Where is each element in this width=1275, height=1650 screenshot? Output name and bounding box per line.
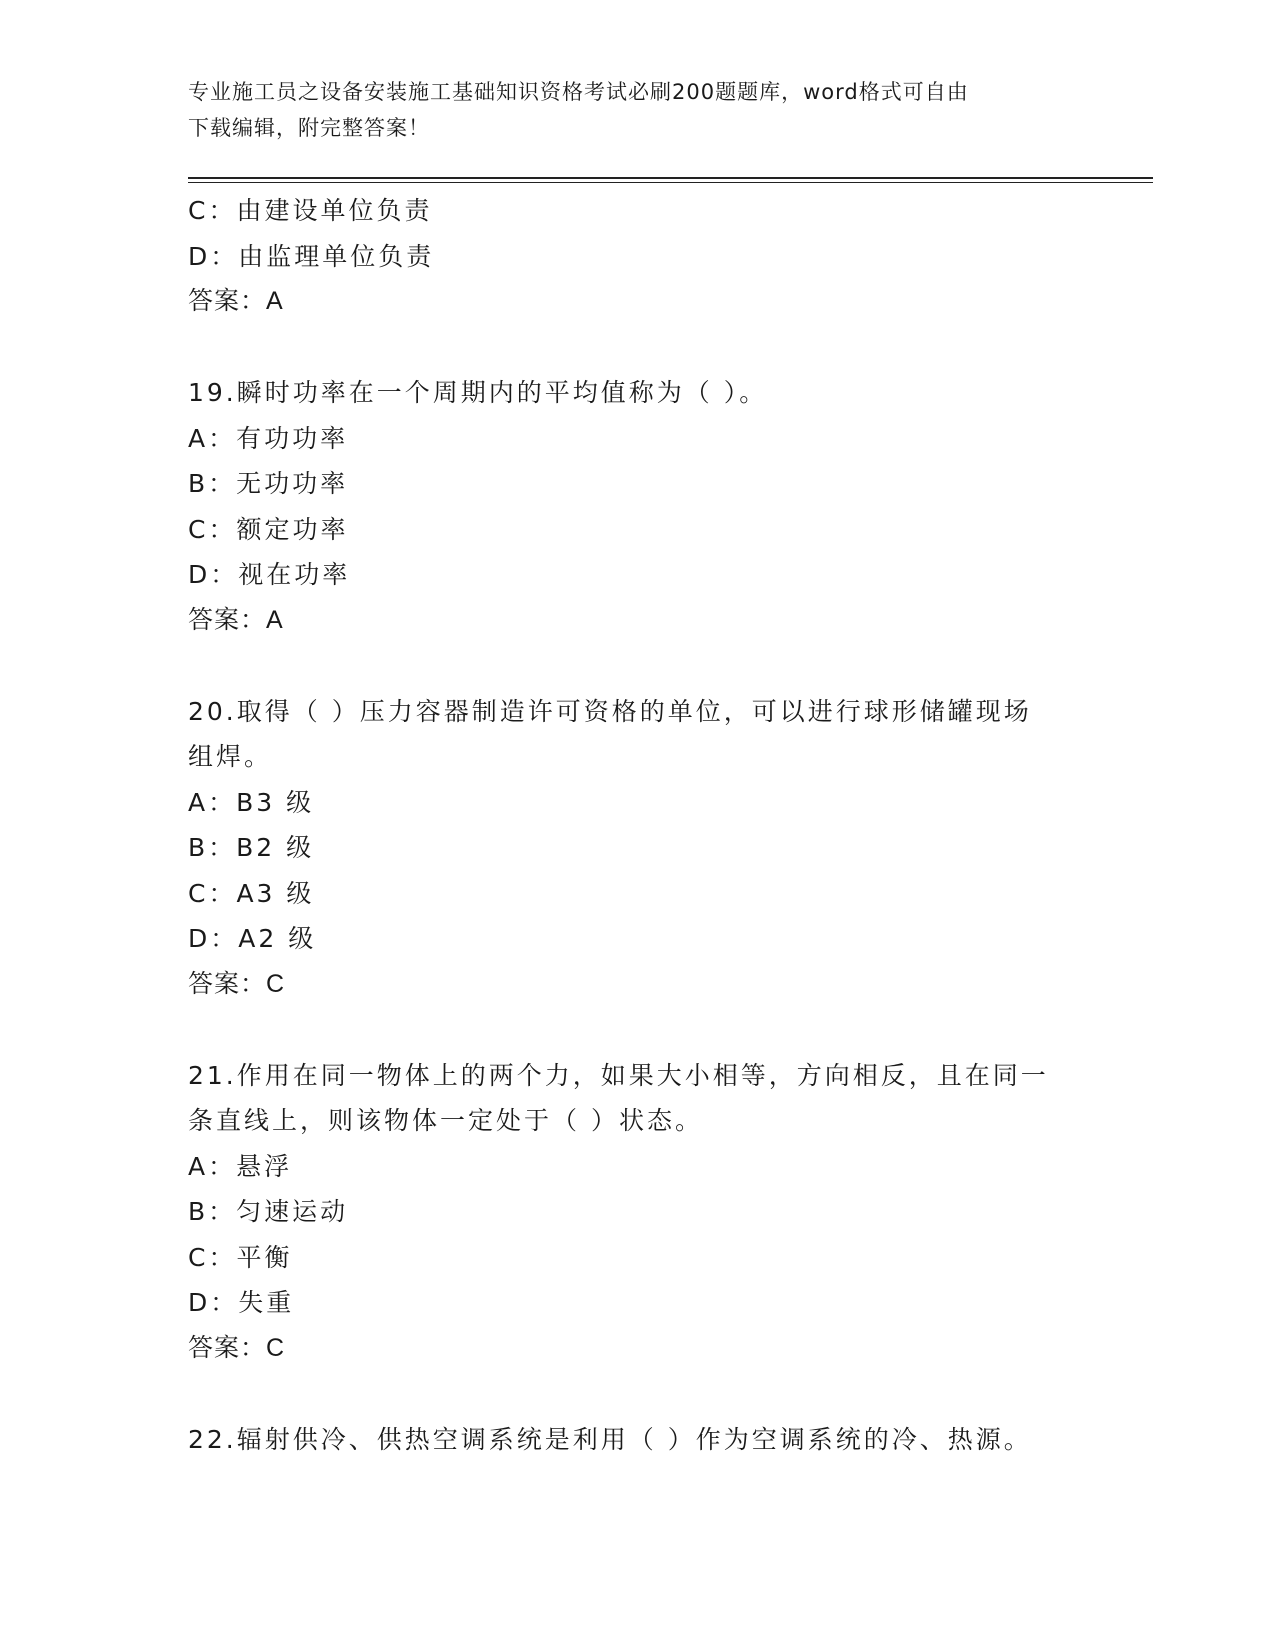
- answer: 答案：A: [188, 605, 284, 634]
- question-stem: 20.取得（ ）压力容器制造许可资格的单位，可以进行球形储罐现场: [188, 696, 1032, 726]
- option-d: D：失重: [188, 1288, 295, 1317]
- question-stem: 21.作用在同一物体上的两个力，如果大小相等，方向相反，且在同一: [188, 1060, 1049, 1090]
- option-c: C：A3 级: [188, 878, 315, 908]
- spacer: [188, 1007, 1088, 1053]
- prev-question: [188, 188, 1088, 325]
- question-content: [188, 188, 1088, 1462]
- option-d: D：视在功率: [188, 560, 351, 589]
- header-title-line-1: 专业施工员之设备安装施工基础知识资格考试必刷200题题库，word格式可自由: [188, 80, 969, 104]
- option-b: B：无功功率: [188, 469, 349, 498]
- answer: 答案：C: [188, 1333, 286, 1362]
- option-b: B：匀速运动: [188, 1197, 349, 1226]
- header-rule-thin: [188, 182, 1153, 183]
- option-d: D：由监理单位负责: [188, 241, 435, 271]
- spacer: [188, 325, 1088, 371]
- question-stem-continued: 组焊。: [188, 742, 273, 771]
- option-a: A：悬浮: [188, 1151, 293, 1181]
- question-22: [188, 1417, 1088, 1463]
- spacer: [188, 643, 1088, 689]
- question-20: [188, 689, 1088, 1008]
- header-rule-thick: [188, 177, 1153, 179]
- answer: 答案：A: [188, 287, 284, 315]
- option-d: D：A2 级: [188, 924, 317, 953]
- option-a: A：B3 级: [188, 787, 315, 817]
- option-c: C：平衡: [188, 1242, 293, 1272]
- option-b: B：B2 级: [188, 833, 315, 862]
- answer: 答案：C: [188, 969, 286, 998]
- spacer: [188, 1371, 1088, 1417]
- header-title-line-2: 下载编辑，附完整答案！: [188, 116, 430, 140]
- option-c: C：额定功率: [188, 514, 349, 544]
- option-a: A：有功功率: [188, 423, 349, 453]
- question-19: [188, 370, 1088, 643]
- question-stem: 19.瞬时功率在一个周期内的平均值称为（ ）。: [188, 378, 768, 407]
- question-stem: 22.辐射供冷、供热空调系统是利用（ ）作为空调系统的冷、热源。: [188, 1424, 1032, 1454]
- option-c: C：由建设单位负责: [188, 196, 433, 225]
- document-header: [188, 74, 1068, 146]
- question-21: [188, 1053, 1088, 1372]
- question-stem-continued: 条直线上，则该物体一定处于（ ）状态。: [188, 1106, 703, 1135]
